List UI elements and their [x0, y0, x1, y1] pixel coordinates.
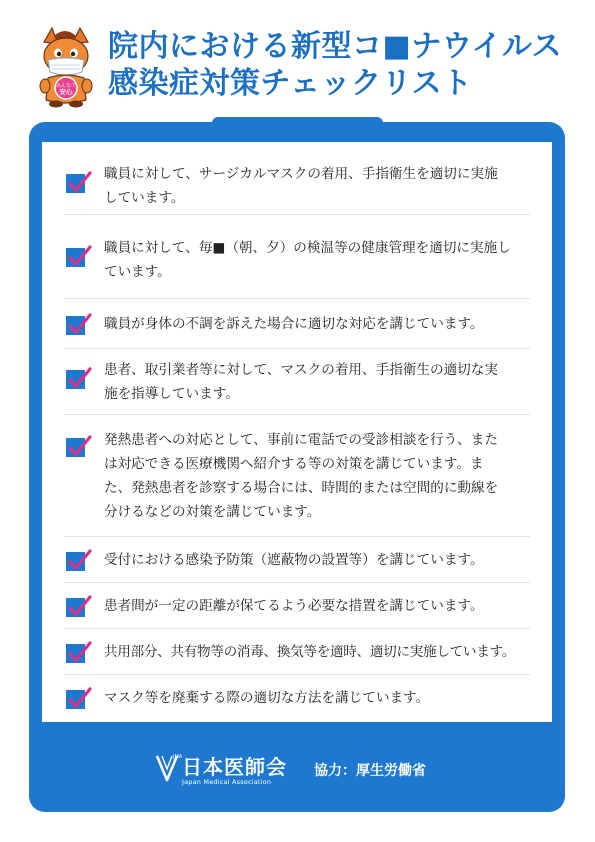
checklist-item-text — [104, 594, 532, 618]
checklist-checkbox[interactable] — [66, 594, 92, 620]
check-mark-icon — [66, 366, 94, 392]
checklist-item — [64, 582, 530, 629]
item-text-line: 分けるなどの対策を講じています。 — [104, 504, 321, 520]
checklist-item — [64, 298, 530, 349]
checklist-item-text — [104, 236, 532, 284]
item-text-line: 職員が身体の不調を訴えた場合に適切な対応を講じています。 — [104, 316, 484, 332]
checklist-item-text — [104, 162, 532, 210]
item-text-line: マスク等を廃棄する際の適切な方法を講じています。 — [104, 690, 430, 706]
cooperation-label: 協力：厚生労働省 — [314, 763, 426, 779]
svg-text:みんなで: みんなで — [55, 83, 77, 89]
checklist-item-text — [104, 428, 532, 524]
check-mark-icon — [66, 548, 94, 574]
page-title — [108, 28, 562, 102]
checklist-checkbox[interactable] — [66, 434, 92, 460]
checklist-checkbox[interactable] — [66, 170, 92, 196]
item-text-line: 発熱患者への対応として、事前に電話での受診相談を行う、また — [104, 432, 498, 448]
item-text-line: 職員に対して、毎■（朝、夕）の検温等の健康管理を適切に実施し — [104, 240, 511, 256]
checklist-checkbox[interactable] — [66, 640, 92, 666]
item-text-line: 共用部分、共有物等の消毒、換気等を適時、適切に実施しています。 — [104, 644, 516, 660]
checklist-checkbox[interactable] — [66, 548, 92, 574]
clipboard-tab — [212, 117, 383, 141]
item-text-line: 患者間が一定の距離が保てるよう必要な措置を講じています。 — [104, 598, 484, 614]
item-text-line: 受付における感染予防策（遮蔽物の設置等）を講じています。 — [104, 552, 484, 568]
horse-mascot-icon — [30, 26, 100, 108]
check-mark-icon — [66, 640, 94, 666]
checklist-panel — [42, 142, 552, 722]
checklist-item — [64, 348, 530, 415]
checklist-item-text — [104, 548, 532, 572]
svg-text:安心: 安心 — [59, 88, 73, 96]
check-mark-icon — [66, 312, 94, 338]
item-text-line: 患者、取引業者等に対して、マスクの着用、手指衛生の適切な実 — [104, 362, 498, 378]
check-mark-icon — [66, 434, 94, 460]
title-line-1: 院内における新型コ■ナウイルス — [108, 29, 563, 64]
header — [0, 0, 595, 118]
checklist-item — [64, 628, 530, 675]
item-text-line: た、発熱患者を診察する場合には、時間的または空間的に動線を — [104, 480, 499, 496]
checklist-item — [64, 414, 530, 537]
title-line-2: 感染症対策チェックリスト — [108, 66, 473, 101]
checklist-item-text — [104, 686, 532, 710]
check-mark-icon — [66, 244, 94, 270]
checklist-checkbox[interactable] — [66, 244, 92, 270]
jma-logo-icon — [154, 752, 183, 784]
item-text-line: 施を指導しています。 — [104, 386, 239, 402]
checklist-item — [64, 674, 530, 720]
footer — [42, 730, 552, 804]
check-mark-icon — [66, 594, 94, 620]
checklist-item — [64, 536, 530, 583]
logo-name-en: Japan Medical Association — [182, 778, 272, 786]
logo-mark-text: JMA — [173, 754, 183, 760]
item-text-line: は対応できる医療機関へ紹介する等の対策を講じています。ま — [104, 456, 484, 472]
checklist-checkbox[interactable] — [66, 312, 92, 338]
check-mark-icon — [66, 686, 94, 712]
item-text-line: しています。 — [104, 190, 185, 206]
logo-name-jp: 日本医師会 — [182, 755, 287, 779]
checklist-checkbox[interactable] — [66, 686, 92, 712]
checklist-item — [64, 156, 530, 215]
checklist-item-text — [104, 312, 532, 336]
checklist-checkbox[interactable] — [66, 366, 92, 392]
checklist-item — [64, 222, 530, 299]
item-text-line: ています。 — [104, 264, 171, 280]
checklist-item-text — [104, 640, 532, 664]
check-mark-icon — [66, 170, 94, 196]
item-text-line: 職員に対して、サージカルマスクの着用、手指衛生を適切に実施 — [104, 166, 498, 182]
checklist-item-text — [104, 358, 532, 406]
